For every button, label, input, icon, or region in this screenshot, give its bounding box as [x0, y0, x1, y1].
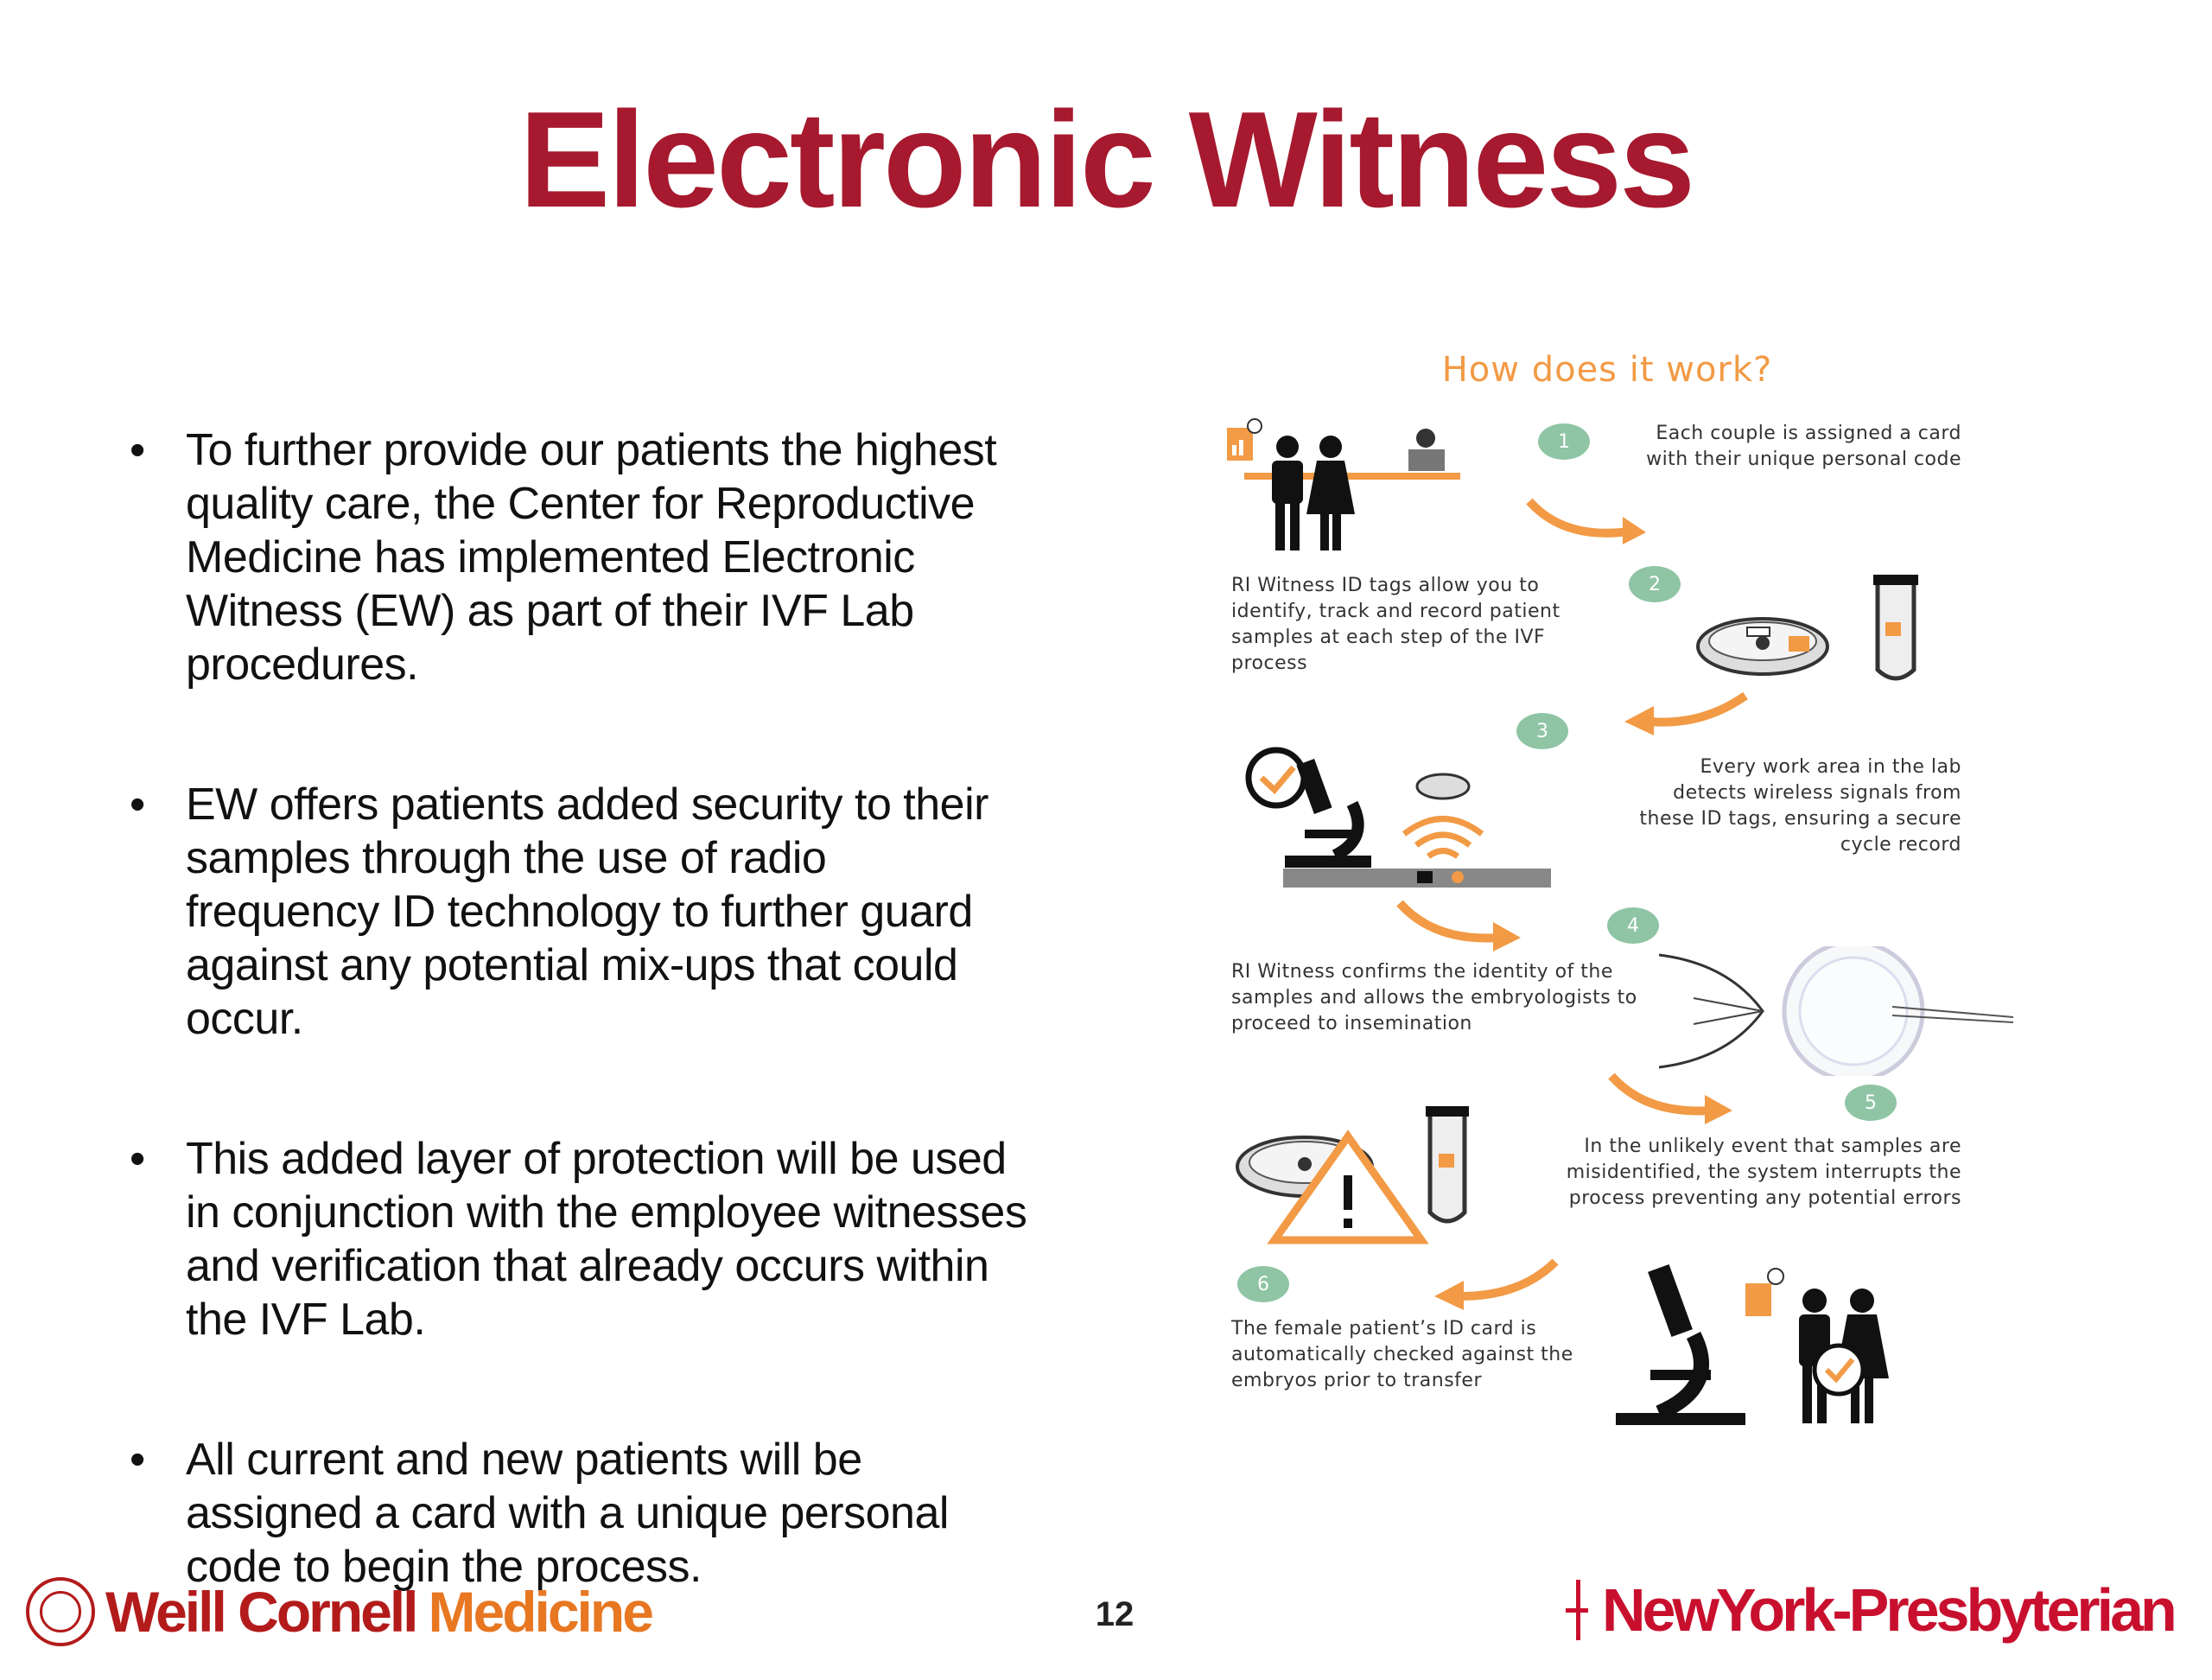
bullet-marker: • [130, 425, 145, 475]
egg-cell-icon [1659, 946, 2022, 1076]
page-number: 12 [1095, 1595, 1135, 1633]
weill-cornell-logo [26, 1573, 652, 1651]
arrow-icon [1603, 1067, 1741, 1128]
step-4-badge: 4 [1607, 907, 1659, 944]
arrow-icon [1426, 1253, 1564, 1314]
bullet-item [130, 1433, 1028, 1594]
warning-icon [1236, 1102, 1495, 1249]
step-1-text: Each couple is assigned a card with their unique personal code [1646, 423, 1961, 470]
bullet-item [130, 423, 1028, 691]
couple-check-icon [1607, 1257, 1970, 1430]
microscope-icon [1231, 743, 1577, 890]
couple-icon [1227, 410, 1469, 557]
step-5-badge: 5 [1845, 1085, 1897, 1121]
step-6-text: The female patient’s ID card is automatically checked against the embryos prior to transfer [1231, 1318, 1573, 1391]
infographic-heading: How does it work? [1441, 350, 1773, 390]
step-1-badge: 1 [1538, 423, 1590, 460]
step-5-text: In the unlikely event that samples are misidentified, the system interrupts the process preventing any potential errors [1566, 1136, 1961, 1209]
nyp-mark-icon [1564, 1575, 1590, 1645]
slide-title: Electronic Witness [518, 84, 1694, 236]
bullet-marker: • [130, 780, 145, 830]
step-2-text: RI Witness ID tags allow you to identify, track and record patient samples at each step of the IVF process [1231, 575, 1560, 674]
bullet-text: EW offers patients added security to their samples through the use of radio frequency ID technology to further guard against any potential mix-ups that could occur. [186, 780, 988, 1044]
bullet-item [130, 778, 1028, 1046]
bullet-text: This added layer of protection will be used in conjunction with the employee witnesses and verification that already occurs within the IVF Lab. [186, 1134, 1027, 1345]
step-3-badge: 3 [1516, 713, 1568, 749]
arrow-icon [1616, 687, 1754, 739]
bullet-item [130, 1132, 1028, 1346]
cornell-seal-icon [26, 1577, 95, 1646]
bullet-marker: • [130, 1134, 145, 1184]
nyp-logo [1564, 1571, 2174, 1649]
bullet-text: To further provide our patients the highest quality care, the Center for Reproductive Medicine has implemented Electronic Witness (EW) as part of their IVF Lab procedures. [186, 425, 997, 690]
logo-text-medicine: Medicine [428, 1580, 652, 1644]
arrow-icon [1391, 894, 1529, 955]
step-4-text: RI Witness confirms the identity of the samples and allows the embryologists to proceed to insemination [1231, 961, 1637, 1034]
step-3-text: Every work area in the lab detects wireless signals from these ID tags, ensuring a secure cycle record [1639, 756, 1961, 856]
petri-dish-icon [1694, 570, 1936, 687]
step-2-badge: 2 [1629, 566, 1681, 602]
bullet-text: All current and new patients will be assigned a card with a unique personal code to begin the process. [186, 1435, 949, 1592]
bullet-list [130, 423, 1028, 1680]
logo-text-weill-cornell: Weill Cornell [105, 1580, 416, 1644]
bullet-marker: • [130, 1435, 145, 1485]
logo-text-nyp: NewYork-Presbyterian [1602, 1576, 2174, 1644]
arrow-icon [1521, 493, 1650, 553]
how-it-works-infographic [1210, 341, 2022, 1456]
step-6-badge: 6 [1237, 1266, 1289, 1302]
